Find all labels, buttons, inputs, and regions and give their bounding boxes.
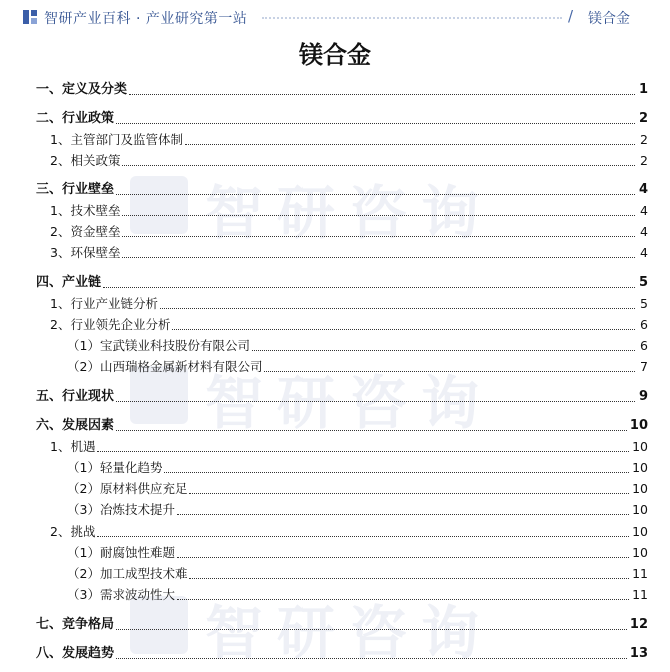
toc-entry[interactable] (0, 147, 670, 169)
toc-dot-leader (122, 257, 635, 258)
toc-dot-leader (177, 514, 629, 515)
toc-dot-leader (252, 350, 635, 351)
toc-dot-leader (160, 308, 635, 309)
toc-entry[interactable] (0, 412, 670, 434)
toc-entry-label: （3）冶炼技术提升 (67, 502, 175, 517)
toc-entry-label: 1、行业产业链分析 (50, 296, 158, 311)
document-title: 镁合金 (299, 40, 371, 69)
toc-entry-label: （1）耐腐蚀性难题 (67, 545, 175, 560)
toc-dot-leader (116, 194, 635, 195)
toc-entry[interactable] (0, 332, 670, 354)
toc-dot-leader (177, 557, 629, 558)
toc-entry-label: 七、竞争格局 (36, 617, 115, 632)
toc-entry-page: 10 (632, 502, 648, 517)
toc-entry-label: （2）加工成型技术难 (67, 566, 188, 581)
toc-entry-label: 六、发展因素 (36, 418, 115, 433)
toc-dot-leader (116, 123, 635, 124)
toc-entry-page: 1 (638, 82, 648, 97)
toc-dot-leader (189, 578, 629, 579)
toc-entry[interactable] (0, 290, 670, 312)
toc-entry-label: 1、技术壁垒 (50, 203, 121, 218)
toc-entry[interactable] (0, 105, 670, 127)
toc-entry-page: 10 (629, 418, 648, 433)
toc-dot-leader (103, 287, 635, 288)
toc-entry-page: 13 (629, 646, 648, 661)
toc-dot-leader (185, 144, 635, 145)
toc-entry-page: 6 (640, 317, 648, 332)
toc-entry[interactable] (0, 518, 670, 540)
toc-entry[interactable] (0, 383, 670, 405)
toc-entry[interactable] (0, 353, 670, 375)
breadcrumb-current[interactable]: 镁合金 (588, 11, 630, 27)
toc-entry-page: 4 (640, 245, 648, 260)
toc-entry-page: 6 (640, 338, 648, 353)
toc-dot-leader (97, 536, 629, 537)
toc-entry-label: （2）山西瑞格金属新材料有限公司 (67, 359, 263, 374)
toc-entry-label: 三、行业壁垒 (36, 182, 115, 197)
toc-entry-label: 一、定义及分类 (36, 82, 128, 97)
toc-entry-page: 5 (638, 275, 648, 290)
toc-entry-label: 八、发展趋势 (36, 646, 115, 661)
header-divider (262, 17, 562, 19)
toc-dot-leader (116, 658, 627, 659)
toc-entry[interactable] (0, 269, 670, 291)
toc-entry-label: （2）原材料供应充足 (67, 481, 188, 496)
toc-entry-page: 9 (638, 389, 648, 404)
toc-entry-label: 2、挑战 (50, 524, 96, 539)
toc-dot-leader (172, 329, 635, 330)
watermark-text: 智研咨询 (205, 179, 494, 247)
toc-dot-leader (264, 371, 635, 372)
toc-entry-page: 11 (632, 587, 648, 602)
toc-entry[interactable] (0, 640, 670, 662)
toc-entry-page: 4 (640, 224, 648, 239)
toc-entry-page: 10 (632, 545, 648, 560)
toc-entry-page: 4 (638, 182, 648, 197)
toc-entry[interactable] (0, 539, 670, 561)
breadcrumb-separator: / (568, 7, 574, 25)
toc-entry[interactable] (0, 311, 670, 333)
toc-entry-page: 10 (632, 460, 648, 475)
toc-entry-label: （1）宝武镁业科技股份有限公司 (67, 338, 250, 353)
toc-entry[interactable] (0, 433, 670, 455)
toc-entry[interactable] (0, 560, 670, 582)
toc-dot-leader (164, 472, 629, 473)
toc-dot-leader (116, 401, 635, 402)
toc-entry-page: 2 (640, 153, 648, 168)
toc-entry[interactable] (0, 197, 670, 219)
toc-dot-leader (116, 629, 627, 630)
toc-entry-label: 1、主管部门及监管体制 (50, 132, 183, 147)
toc-entry-label: 2、相关政策 (50, 153, 121, 168)
toc-dot-leader (122, 165, 635, 166)
toc-dot-leader (177, 599, 629, 600)
toc-dot-leader (97, 451, 629, 452)
toc-entry[interactable] (0, 581, 670, 603)
watermark-text: 智研咨询 (205, 599, 494, 667)
toc-entry-page: 5 (640, 296, 648, 311)
toc-entry[interactable] (0, 475, 670, 497)
toc-entry-page: 2 (638, 111, 648, 126)
toc-entry-label: 2、行业领先企业分析 (50, 317, 171, 332)
toc-dot-leader (122, 236, 635, 237)
toc-entry-label: 四、产业链 (36, 275, 102, 290)
toc-entry-page: 10 (632, 439, 648, 454)
toc-entry[interactable] (0, 611, 670, 633)
toc-entry[interactable] (0, 218, 670, 240)
logo-icon (22, 9, 38, 25)
toc-entry[interactable] (0, 496, 670, 518)
toc-entry-page: 11 (632, 566, 648, 581)
toc-entry[interactable] (0, 454, 670, 476)
page-header (0, 0, 670, 34)
toc-dot-leader (189, 493, 629, 494)
toc-dot-leader (129, 94, 635, 95)
watermark-text: 智研咨询 (205, 369, 494, 437)
toc-entry-label: 3、环保壁垒 (50, 245, 121, 260)
toc-dot-leader (116, 430, 627, 431)
toc-entry-page: 7 (640, 359, 648, 374)
toc-entry[interactable] (0, 176, 670, 198)
toc-entry-label: 二、行业政策 (36, 111, 115, 126)
toc-entry-page: 2 (640, 132, 648, 147)
site-name[interactable]: 智研产业百科 · 产业研究第一站 (44, 11, 248, 27)
toc-entry-page: 10 (632, 481, 648, 496)
toc-entry-label: 1、机遇 (50, 439, 96, 454)
toc-entry-page: 4 (640, 203, 648, 218)
toc-entry-label: 2、资金壁垒 (50, 224, 121, 239)
toc-entry-page: 12 (629, 617, 648, 632)
toc-entry-label: 五、行业现状 (36, 389, 115, 404)
toc-dot-leader (122, 215, 635, 216)
toc-entry[interactable] (0, 239, 670, 261)
toc-entry-label: （1）轻量化趋势 (67, 460, 163, 475)
toc-entry-page: 10 (632, 524, 648, 539)
toc-entry[interactable] (0, 126, 670, 148)
toc-entry[interactable] (0, 76, 670, 98)
toc-entry-label: （3）需求波动性大 (67, 587, 175, 602)
